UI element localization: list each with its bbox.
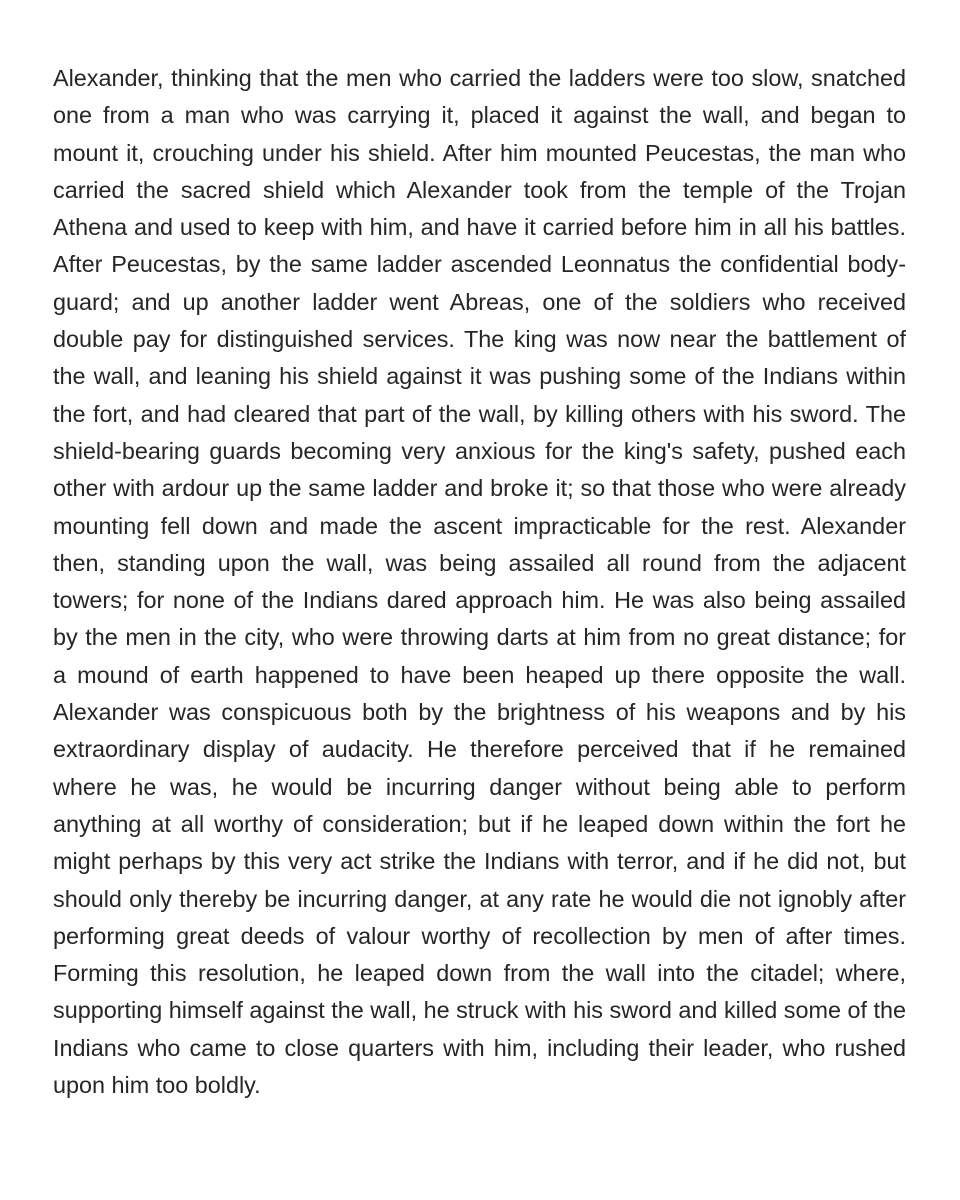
body-paragraph: Alexander, thinking that the men who carried the ladders were too slow, snatched one from a man who was carrying it, placed it against the wall, and began to mount it, crouching under his shield. After him mounted Peucestas, the man who carried the sacred shield which Alexander took from the temple of the Trojan Athena and used to keep with him, and have it carried before him in all his battles. After Peucestas, by the same ladder ascended Leonnatus the confidential body-guard; and up another ladder went Abreas, one of the soldiers who received double pay for distinguished services. The king was now near the battlement of the wall, and leaning his shield against it was pushing some of the Indians within the fort, and had cleared that part of the wall, by killing others with his sword. The shield-bearing guards becoming very anxious for the king's safety, pushed each other with ardour up the same ladder and broke it; so that those who were already mounting fell down and made the ascent impracticable for the rest. Alexander then, standing upon the wall, was being assailed all round from the adjacent towers; for none of the Indians dared approach him. He was also being assailed by the men in the city, who were throwing darts at him from no great distance; for a mound of earth happened to have been heaped up there opposite the wall. Alexander was conspicuous both by the brightness of his weapons and by his extraordinary display of audacity. He therefore perceived that if he remained where he was, he would be incurring danger without being able to perform anything at all worthy of consideration; but if he leaped down within the fort he might perhaps by this very act strike the Indians with terror, and if he did not, but should only thereby be incurring danger, at any rate he would die not ignobly after performing great deeds of valour worthy of recollection by men of after times. Forming this resolution, he leaped down from the wall into the citadel; where, supporting himself against the wall, he struck with his sword and killed some of the Indians who came to close quarters with him, including their leader, who rushed upon him too boldly.	[53, 65, 906, 1099]
